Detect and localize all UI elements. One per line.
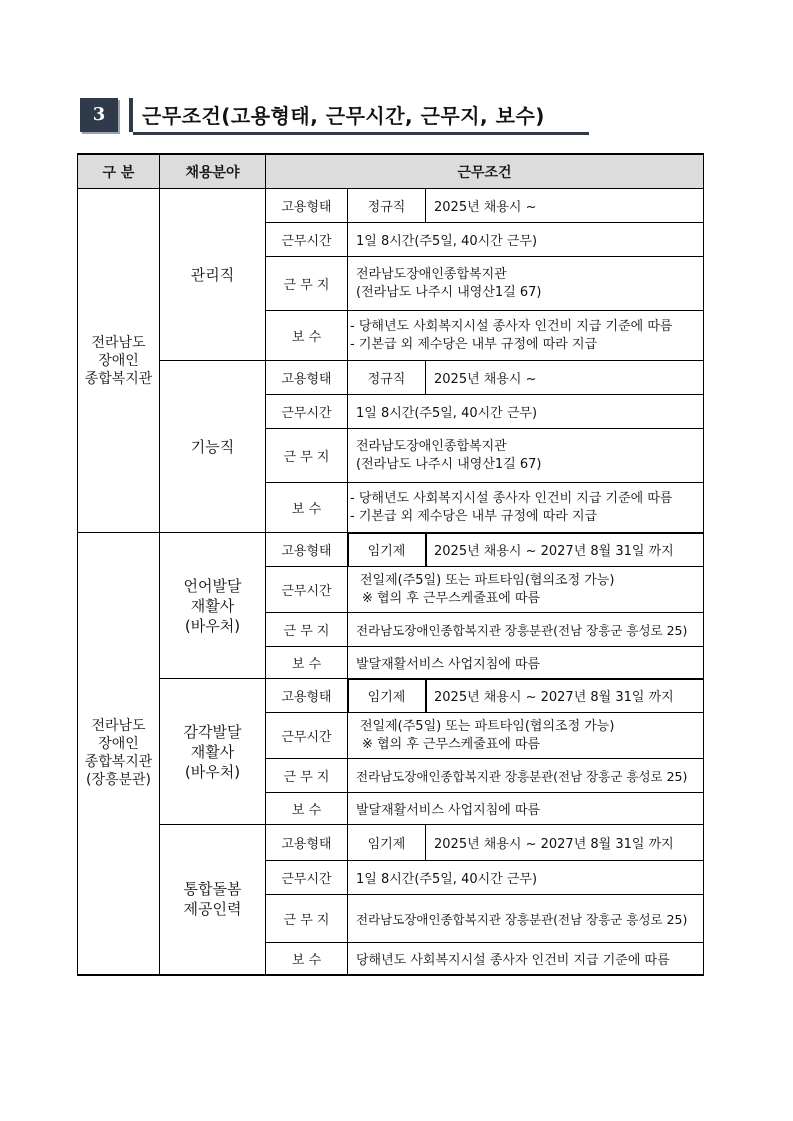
salary-line: - 당해년도 사회복지시설 종사자 인건비 지급 기준에 따름 xyxy=(350,318,673,334)
salary-line: - 당해년도 사회복지시설 종사자 인건비 지급 기준에 따름 xyxy=(350,490,673,506)
salary-value: 당해년도 사회복지시설 종사자 인건비 지급 기준에 따름 xyxy=(348,943,704,975)
workplace-line: 전라남도장애인종합복지관 xyxy=(356,266,507,282)
org-branch xyxy=(78,533,160,975)
label-workplace: 근 무 지 xyxy=(266,895,348,943)
table-row xyxy=(78,679,704,713)
work-hours-value: 1일 8시간(주5일, 40시간 근무) xyxy=(348,395,704,429)
workplace-value: 전라남도장애인종합복지관 장흥분관(전남 장흥군 흥성로 25) xyxy=(348,895,704,943)
header-field: 채용분야 xyxy=(160,154,266,189)
label-workplace: 근 무 지 xyxy=(266,759,348,793)
work-hours-line: ※ 협의 후 근무스케줄표에 따름 xyxy=(362,736,541,752)
org-name-line: 전라남도 xyxy=(91,718,146,735)
label-work-hours: 근무시간 xyxy=(266,713,348,759)
label-employment-type: 고용형태 xyxy=(266,361,348,395)
label-work-hours: 근무시간 xyxy=(266,223,348,257)
work-hours-value xyxy=(348,713,704,759)
employment-period: 2025년 채용시 ~ 2027년 8월 31일 까지 xyxy=(426,533,704,567)
table-row xyxy=(78,533,704,567)
field-line: 제공인력 xyxy=(183,900,242,919)
field-line: (바우처) xyxy=(184,616,241,635)
table-row xyxy=(78,361,704,395)
employment-type-value: 정규직 xyxy=(348,361,426,395)
org-main xyxy=(78,189,160,533)
salary-line: - 기본급 외 제수당은 내부 규정에 따라 지급 xyxy=(350,336,598,352)
field-line: (바우처) xyxy=(184,762,241,781)
employment-period: 2025년 채용시 ~ xyxy=(426,361,704,395)
label-salary: 보 수 xyxy=(266,483,348,533)
work-hours-value: 1일 8시간(주5일, 40시간 근무) xyxy=(348,223,704,257)
header-conditions: 근무조건 xyxy=(266,154,704,189)
workplace-value xyxy=(348,429,704,483)
workplace-value xyxy=(348,257,704,311)
field-technical: 기능직 xyxy=(160,361,266,533)
conditions-table xyxy=(77,153,704,976)
workplace-value: 전라남도장애인종합복지관 장흥분관(전남 장흥군 흥성로 25) xyxy=(348,759,704,793)
org-name-line: 종합복지관 xyxy=(84,754,153,771)
employment-type-value: 임기제 xyxy=(348,533,426,567)
workplace-value: 전라남도장애인종합복지관 장흥분관(전남 장흥군 흥성로 25) xyxy=(348,613,704,647)
employment-period: 2025년 채용시 ~ xyxy=(426,189,704,223)
salary-value: 발달재활서비스 사업지침에 따름 xyxy=(348,793,704,825)
header-category: 구 분 xyxy=(78,154,160,189)
label-workplace: 근 무 지 xyxy=(266,429,348,483)
org-name-line: 전라남도 xyxy=(91,334,146,351)
workplace-line: (전라남도 나주시 내영산1길 67) xyxy=(356,456,542,472)
table-row xyxy=(78,825,704,861)
work-hours-value xyxy=(348,567,704,613)
org-name-line: 장애인 xyxy=(98,352,139,369)
work-hours-line: 전일제(주5일) 또는 파트타임(협의조정 가능) xyxy=(360,572,615,588)
label-employment-type: 고용형태 xyxy=(266,189,348,223)
salary-line: - 기본급 외 제수당은 내부 규정에 따라 지급 xyxy=(350,508,598,524)
employment-period: 2025년 채용시 ~ 2027년 8월 31일 까지 xyxy=(426,679,704,713)
label-work-hours: 근무시간 xyxy=(266,861,348,895)
org-name-line: 종합복지관 xyxy=(84,370,153,387)
field-line: 통합돌봄 xyxy=(183,880,242,899)
label-salary: 보 수 xyxy=(266,311,348,361)
label-workplace: 근 무 지 xyxy=(266,257,348,311)
field-sensory-therapist xyxy=(160,679,266,825)
field-speech-therapist xyxy=(160,533,266,679)
label-salary: 보 수 xyxy=(266,943,348,975)
field-management: 관리직 xyxy=(160,189,266,361)
employment-type-value: 정규직 xyxy=(348,189,426,223)
section-number: 3 xyxy=(80,98,118,132)
org-name-line: 장애인 xyxy=(98,736,139,753)
org-name-line: (장흥분관) xyxy=(85,772,152,789)
field-line: 감각발달 xyxy=(183,722,242,741)
label-workplace: 근 무 지 xyxy=(266,613,348,647)
header-row xyxy=(78,154,704,189)
salary-value xyxy=(348,311,704,361)
employment-type-value: 임기제 xyxy=(348,679,426,713)
work-hours-line: 전일제(주5일) 또는 파트타임(협의조정 가능) xyxy=(360,718,615,734)
label-work-hours: 근무시간 xyxy=(266,395,348,429)
work-hours-line: ※ 협의 후 근무스케줄표에 따름 xyxy=(362,590,541,606)
field-line: 재활사 xyxy=(190,742,235,761)
label-employment-type: 고용형태 xyxy=(266,825,348,861)
title-underline xyxy=(133,132,589,135)
label-employment-type: 고용형태 xyxy=(266,533,348,567)
label-salary: 보 수 xyxy=(266,793,348,825)
field-line: 재활사 xyxy=(190,596,235,615)
title-accent-bar xyxy=(129,98,133,132)
label-work-hours: 근무시간 xyxy=(266,567,348,613)
table-row xyxy=(78,189,704,223)
field-line: 언어발달 xyxy=(183,576,242,595)
salary-value: 발달재활서비스 사업지침에 따름 xyxy=(348,647,704,679)
label-employment-type: 고용형태 xyxy=(266,679,348,713)
field-integrated-care xyxy=(160,825,266,975)
workplace-line: (전라남도 나주시 내영산1길 67) xyxy=(356,284,542,300)
label-salary: 보 수 xyxy=(266,647,348,679)
employment-period: 2025년 채용시 ~ 2027년 8월 31일 까지 xyxy=(426,825,704,861)
section-title: 근무조건(고용형태, 근무시간, 근무지, 보수) xyxy=(142,104,545,128)
work-hours-value: 1일 8시간(주5일, 40시간 근무) xyxy=(348,861,704,895)
salary-value xyxy=(348,483,704,533)
employment-type-value: 임기제 xyxy=(348,825,426,861)
workplace-line: 전라남도장애인종합복지관 xyxy=(356,438,507,454)
